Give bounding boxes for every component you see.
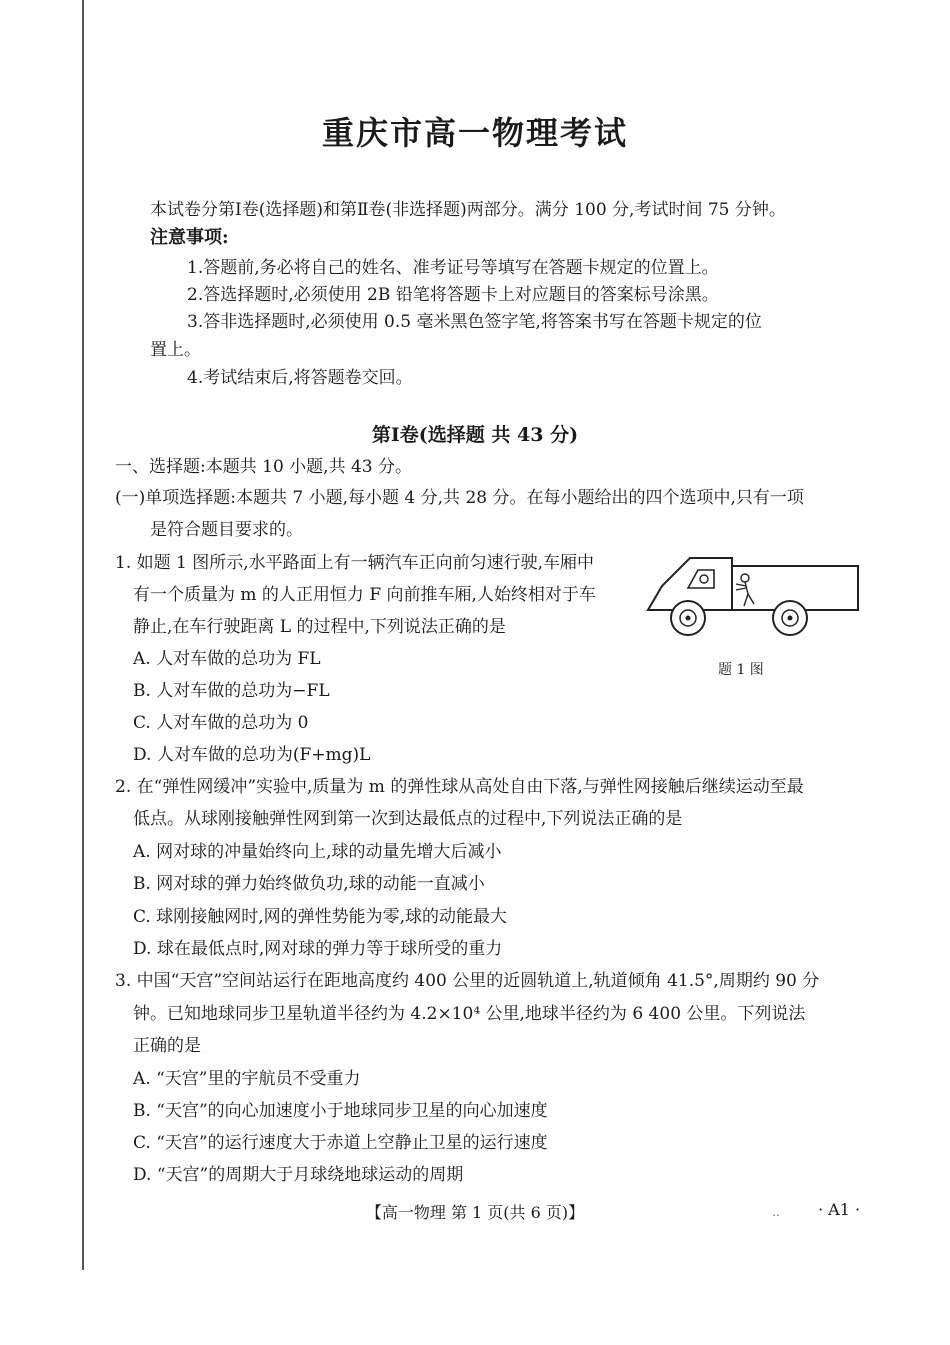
notice-2: 2.答选择题时,必须使用 2B 铅笔将答题卡上对应题目的答案标号涂黑。 bbox=[187, 285, 719, 305]
q2-stem-2: 低点。从球刚接触弹性网到第一次到达最低点的过程中,下列说法正确的是 bbox=[133, 809, 683, 829]
q1-stem-3: 静止,在车行驶距离 L 的过程中,下列说法正确的是 bbox=[133, 617, 506, 637]
notice-1: 1.答题前,务必将自己的姓名、准考证号等填写在答题卡规定的位置上。 bbox=[187, 258, 719, 278]
q1-option-a: A. 人对车做的总功为 FL bbox=[133, 649, 321, 669]
notice-heading: 注意事项: bbox=[150, 227, 229, 248]
q3-option-d: D. “天宫”的周期大于月球绕地球运动的周期 bbox=[133, 1165, 464, 1185]
q2-option-a: A. 网对球的冲量始终向上,球的动量先增大后减小 bbox=[133, 842, 502, 862]
section-title: 第Ⅰ卷(选择题 共 43 分) bbox=[371, 424, 579, 446]
q3-stem-3: 正确的是 bbox=[133, 1036, 201, 1056]
q2-option-b: B. 网对球的弹力始终做负功,球的动能一直减小 bbox=[133, 874, 485, 894]
q2-stem-1: 2. 在“弹性网缓冲”实验中,质量为 m 的弹性球从高处自由下落,与弹性网接触后继续运动至最 bbox=[115, 777, 804, 797]
q3-option-a: A. “天宫”里的宇航员不受重力 bbox=[133, 1069, 361, 1089]
sub1-line1: (一)单项选择题:本题共 7 小题,每小题 4 分,共 28 分。在每小题给出的四个选项中,只有一项 bbox=[115, 488, 804, 508]
footer-dots: ‥ bbox=[772, 1205, 781, 1219]
q3-option-b: B. “天宫”的向心加速度小于地球同步卫星的向心加速度 bbox=[133, 1101, 548, 1121]
scan-edge-line bbox=[82, 0, 84, 1270]
sub1-line2: 是符合题目要求的。 bbox=[150, 520, 303, 540]
notice-4: 4.考试结束后,将答题卷交回。 bbox=[187, 368, 413, 388]
truck-figure bbox=[640, 548, 870, 648]
q3-option-c: C. “天宫”的运行速度大于赤道上空静止卫星的运行速度 bbox=[133, 1133, 548, 1153]
exam-title: 重庆市高一物理考试 bbox=[321, 114, 628, 152]
q3-stem-2: 钟。已知地球同步卫星轨道半径约为 4.2×10⁴ 公里,地球半径约为 6 400 公里。下列说法 bbox=[133, 1004, 806, 1024]
figure-caption: 题 1 图 bbox=[718, 662, 764, 678]
q1-stem-1: 1. 如题 1 图所示,水平路面上有一辆汽车正向前匀速行驶,车厢中 bbox=[115, 553, 595, 573]
intro-text: 本试卷分第Ⅰ卷(选择题)和第Ⅱ卷(非选择题)两部分。满分 100 分,考试时间 75 分钟。 bbox=[150, 200, 786, 220]
q2-option-c: C. 球刚接触网时,网的弹性势能为零,球的动能最大 bbox=[133, 907, 508, 927]
q1-option-b: B. 人对车做的总功为−FL bbox=[133, 681, 330, 701]
part1-heading: 一、选择题:本题共 10 小题,共 43 分。 bbox=[115, 457, 413, 477]
q2-option-d: D. 球在最低点时,网对球的弹力等于球所受的重力 bbox=[133, 939, 503, 959]
q3-stem-1: 3. 中国“天宫”空间站运行在距地高度约 400 公里的近圆轨道上,轨道倾角 41.5°,周期约 90 分 bbox=[115, 971, 820, 991]
notice-3-cont: 置上。 bbox=[150, 340, 201, 360]
notice-3: 3.答非选择题时,必须使用 0.5 毫米黑色签字笔,将答案书写在答题卡规定的位 bbox=[187, 312, 762, 332]
page-footer: 【高一物理 第 1 页(共 6 页)】 bbox=[365, 1203, 585, 1222]
q1-stem-2: 有一个质量为 m 的人正用恒力 F 向前推车厢,人始终相对于车 bbox=[133, 585, 596, 605]
q1-option-c: C. 人对车做的总功为 0 bbox=[133, 713, 309, 733]
page-code: · A1 · bbox=[818, 1200, 861, 1219]
q1-option-d: D. 人对车做的总功为(F+mg)L bbox=[133, 745, 371, 765]
